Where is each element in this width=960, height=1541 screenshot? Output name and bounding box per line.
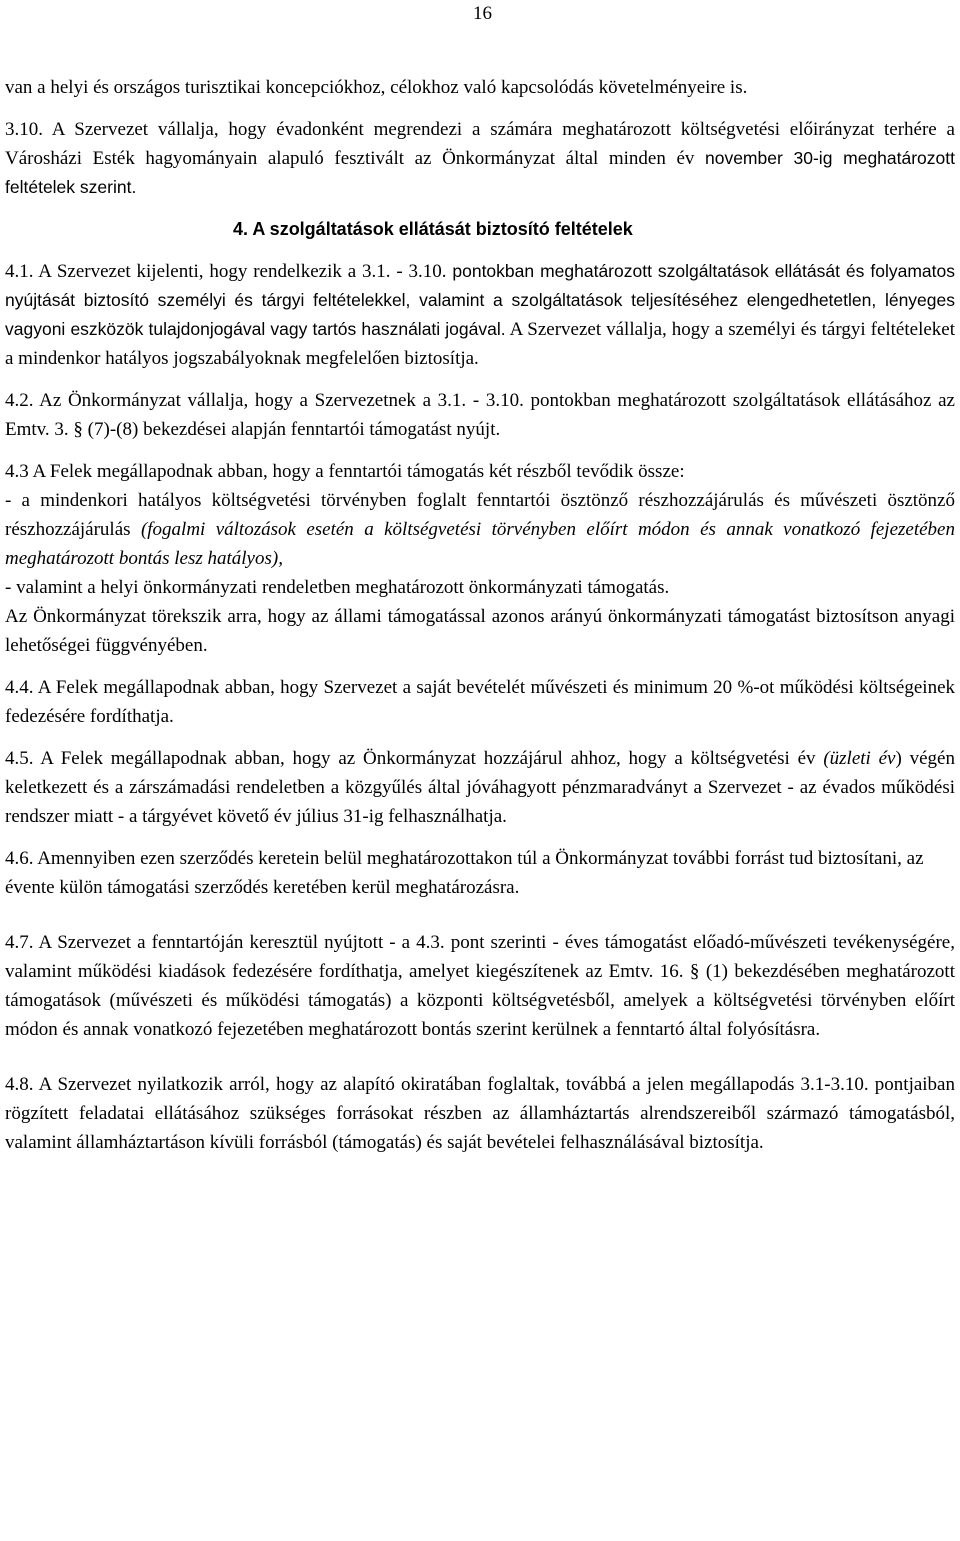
- paragraph-4-4: 4.4. A Felek megállapodnak abban, hogy Szervezet a saját bevételét művészeti és minimum 20 %-ot működési költségeinek fedezésére fordíthatja.: [5, 677, 955, 727]
- paragraph-4-3: 4.3 A Felek megállapodnak abban, hogy a fenntartói támogatás két részből tevődik össze:: [5, 461, 685, 482]
- paragraph-4-3-closing: Az Önkormányzat törekszik arra, hogy az állami támogatással azonos arányú önkormányzati támogatást biztosítson anyagi lehetőségei függvényében.: [5, 606, 955, 656]
- paragraph-4-1-text-end: A Szervezet vállalja, hogy a személyi és tárgyi feltételeket a mindenkor hatályos jogszabályoknak megfelelően biztosítja.: [5, 319, 955, 369]
- paragraph-4-5: [5, 744, 955, 831]
- paragraph-3-10: [5, 115, 955, 202]
- paragraph-4-5-italic: (üzleti év: [823, 748, 896, 769]
- paragraph-4-3-item-1-text: - a mindenkori hatályos költségvetési törvényben foglalt fenntartói ösztönző részhozzájárulás és művészeti ösztönző részhozzájárulás: [5, 490, 955, 540]
- paragraph-4-3-item-2: - valamint a helyi önkormányzati rendeletben meghatározott önkormányzati támogatás.: [5, 577, 670, 598]
- paragraph-4-5-text: 4.5. A Felek megállapodnak abban, hogy az Önkormányzat hozzájárul ahhoz, hogy a költségvetési év: [5, 748, 824, 769]
- paragraph-4-8: 4.8. A Szervezet nyilatkozik arról, hogy az alapító okiratában foglaltak, továbbá a jelen megállapodás 3.1-3.10. pontjaiban rögzített feladatai ellátásához szükséges forrásokat részben az államháztartás alrendszereiből származó támogatásból, valamint államháztartáson kívüli forrásból (támogatás) és saját bevételei felhasználásával biztosítja.: [5, 1074, 955, 1153]
- paragraph-4-7: 4.7. A Szervezet a fenntartóján keresztül nyújtott - a 4.3. pont szerinti - éves támogatást előadó-művészeti tevékenységére, valamint működési kiadások fedezésére fordíthatja, amelyet kiegészítenek az Emtv. 16. § (1) bekezdésében meghatározott támogatások (művészeti és működési támogatás) a központi költségvetésből, amelyek a költségvetési törvényben előírt módon és annak vonatkozó fejezetében meghatározott bontás szerint kerülnek a fenntartó által folyósításra.: [5, 932, 955, 1040]
- paragraph-4-5-text-end: ) végén keletkezett és a zárszámadási rendeletben a közgyűlés által jóváhagyott pénzmaradványt a Szervezet - az évados működési rendszer miatt - a tárgyévet követő év július 31-ig felhasználhatja.: [5, 748, 955, 827]
- paragraph-4-6: 4.6. Amennyiben ezen szerződés keretein belül meghatározottakon túl a Önkormányzat további forrást tud biztosítani, az évente külön támogatási szerződés keretében kerül meghatározásra.: [5, 848, 924, 898]
- paragraph-3-10-text: 3.10. A Szervezet vállalja, hogy évadonként megrendezi a számára meghatározott költségvetési előirányzat terhére a Városházi Esték hagyományain alapuló fesztivált az Önkormányzat által minden év: [5, 119, 955, 169]
- paragraph-intro: van a helyi és országos turisztikai koncepciókhoz, célokhoz való kapcsolódás követelményeire is.: [5, 77, 748, 98]
- paragraph-4-3-item-1-italic: (fogalmi változások esetén a költségvetési törvényben előírt módon és annak vonatkozó fejezetében meghatározott bontás lesz hatályos),: [5, 519, 955, 569]
- paragraph-4-1-sans-text: pontokban meghatározott szolgáltatások ellátását és folyamatos nyújtását biztosító személyi és tárgyi feltételekkel, valamint a szolgáltatások teljesítéséhez elengedhetetlen, lényeges vagyoni eszközök tulajdonjogával vagy tartós használati jogával.: [5, 261, 955, 339]
- paragraph-3-10-sans-text: november 30-ig meghatározott feltételek szerint.: [5, 148, 955, 197]
- page-number: 16: [473, 3, 492, 24]
- section-heading-4: 4. A szolgáltatások ellátását biztosító feltételek: [233, 219, 633, 239]
- paragraph-4-1-text: 4.1. A Szervezet kijelenti, hogy rendelkezik a 3.1. - 3.10.: [5, 261, 453, 282]
- paragraph-4-1: [5, 257, 955, 373]
- paragraph-4-3-item-1: [5, 486, 955, 573]
- paragraph-4-2: 4.2. Az Önkormányzat vállalja, hogy a Szervezetnek a 3.1. - 3.10. pontokban meghatározott szolgáltatások ellátásához az Emtv. 3. § (7)-(8) bekezdései alapján fenntartói támogatást nyújt.: [5, 390, 955, 440]
- document-body: [5, 73, 955, 1157]
